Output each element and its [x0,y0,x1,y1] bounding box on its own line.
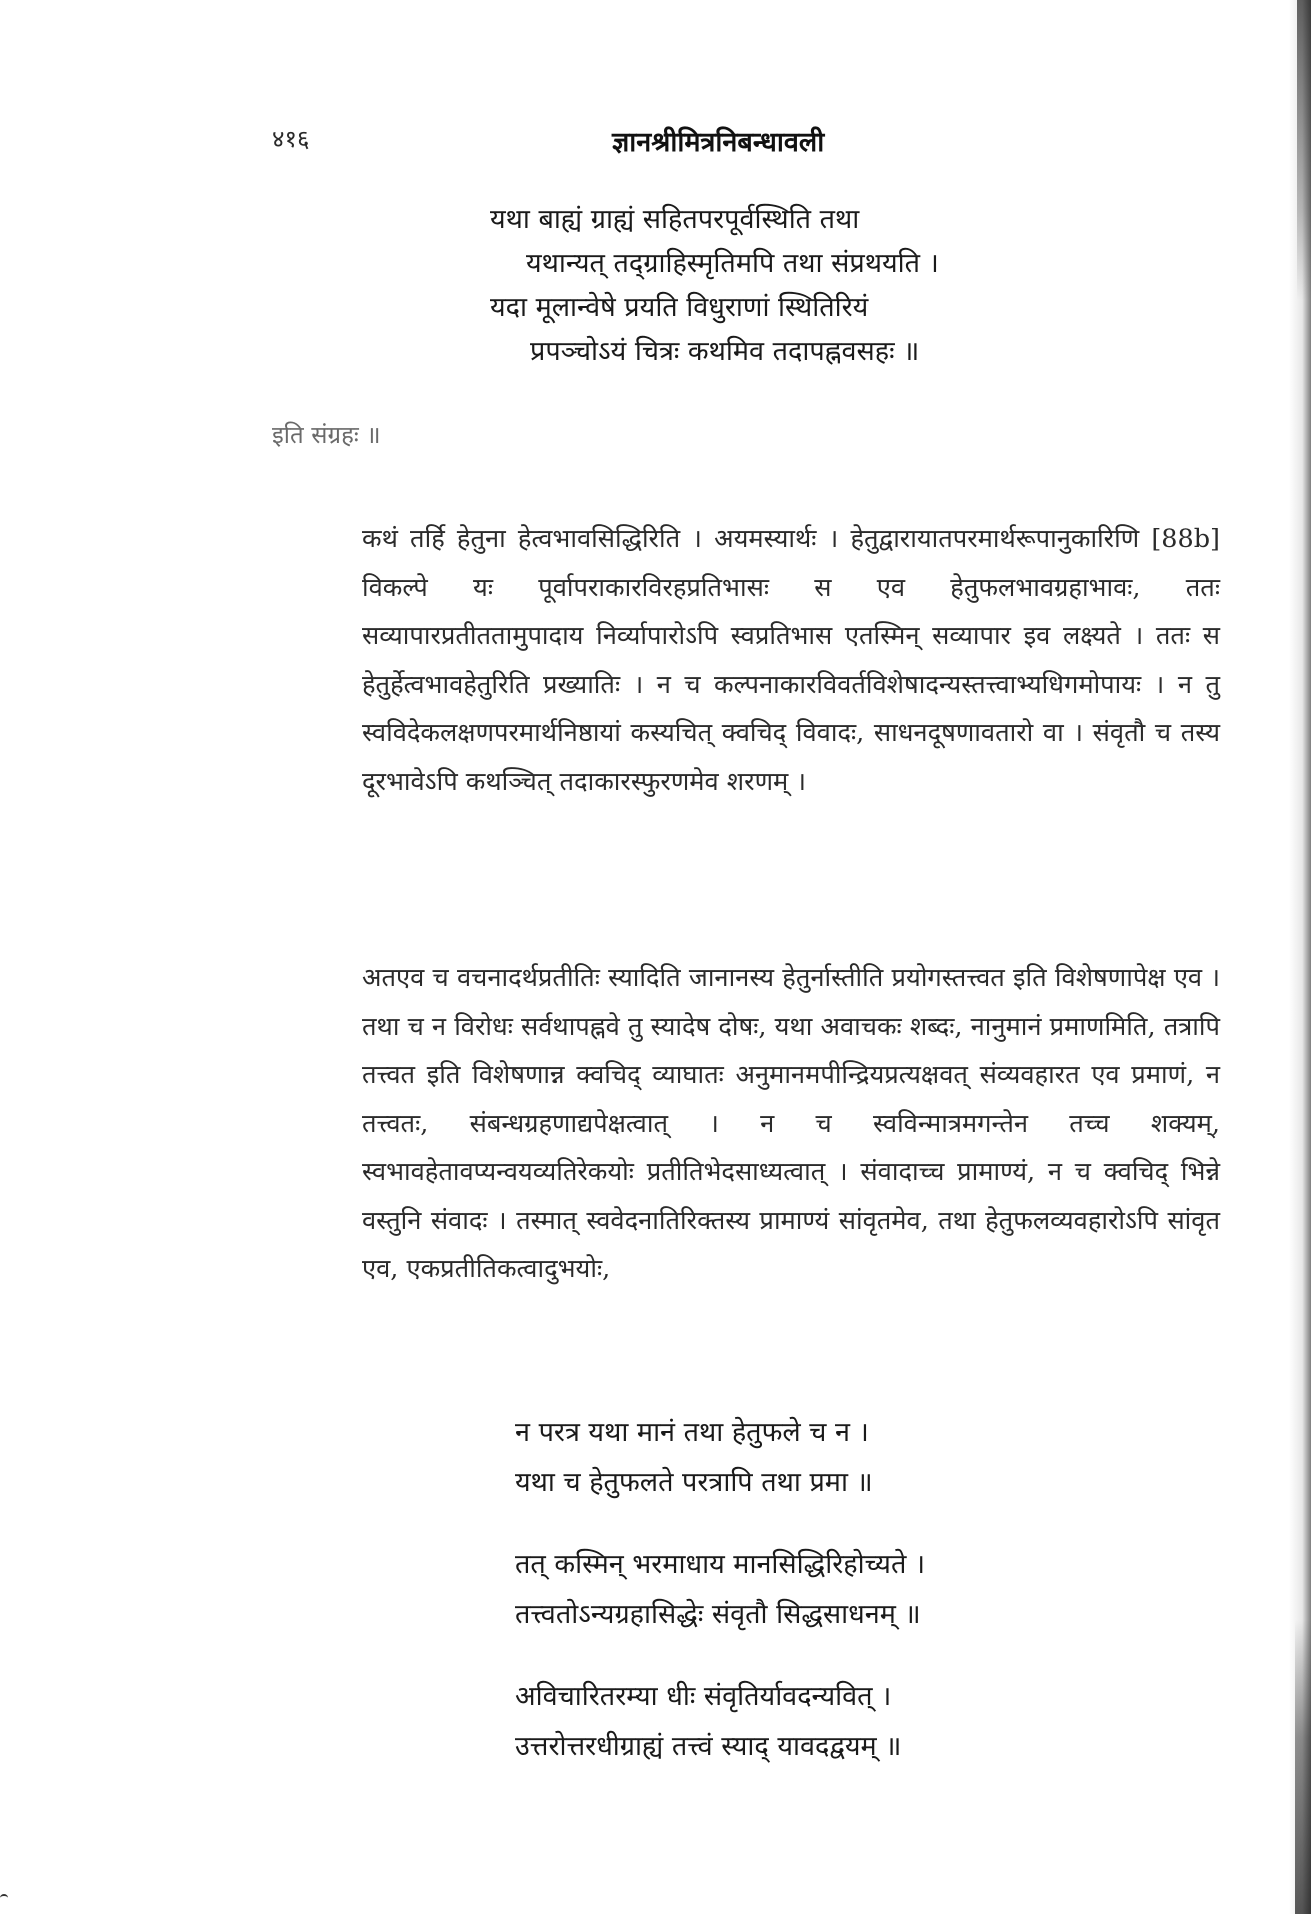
paragraph-1 [272,515,1220,806]
verse-line: प्रपञ्चोऽयं चित्रः कथमिव तदापह्नवसहः ॥ [530,336,920,367]
verse-line: तत्त्वतोऽन्यग्रहासिद्धेः संवृतौ सिद्धसाधनम् ॥ [515,1599,921,1630]
verse-block-3 [515,1672,1035,1772]
running-title: ज्ञानश्रीमित्रनिबन्धावली [612,127,825,158]
page-number: ४१६ [272,125,310,153]
verse-line: यथा च हेतुफलते परत्रापि तथा प्रमा ॥ [515,1467,873,1498]
page-header [272,122,1232,162]
verse-line: यथान्यत् तद्ग्राहिस्मृतिमपि तथा संप्रथयति । [526,248,939,279]
page-edge-shadow-top [1297,0,1311,300]
paragraph-text: अतएव च वचनादर्थप्रतीतिः स्यादिति जानानस्य हेतुर्नास्तीति प्रयोगस्तत्त्वत इति विशेषणापेक्ष एव । तथा च न विरोधः सर्वथापह्नवे तु स्यादेष दोषः, यथा अवाचकः शब्दः, नानुमानं प्रमाणमिति, तत्रापि तत्त्वत इति विशेषणान्न क्वचिद् व्याघातः अनुमानमपीन्द्रियप्रत्यक्षवत् संव्यवहारत एव प्रमाणं, न तत्त्वतः, संबन्धग्रहणाद्यपेक्षत्वात् । न च स्वविन्मात्रमगन्तेन तच्च शक्यम्, स्वभावहेतावप्यन्वयव्यतिरेकयोः प्रतीतिभेदसाध्यत्वात् । संवादाच्च प्रामाण्यं, न च क्वचिद् भिन्ने वस्तुनि संवादः । तस्मात् स्ववेदनातिरिक्तस्य प्रामाण्यं सांवृतमेव, तथा हेतुफलव्यवहारोऽपि सांवृत एव, एकप्रतीतिकत्वादुभयोः, [362,963,1220,1284]
page-edge-shadow-bottom [1295,1620,1311,1914]
verse-block-1 [515,1408,1035,1508]
verse-line: उत्तरोत्तरधीग्राह्यं तत्त्वं स्याद् यावदद्वयम् ॥ [515,1731,902,1762]
verse-block-2 [515,1540,1035,1640]
verse-block-top [490,198,1050,374]
paragraph-text: कथं तर्हि हेतुना हेत्वभावसिद्धिरिति । अयमस्यार्थः । हेतुद्वारायातपरमार्थरूपानुकारिणि [88b] विकल्पे यः पूर्वापराकारविरहप्रतिभासः स एव हेतुफलभावग्रहाभावः, ततः सव्यापारप्रतीततामुपादाय निर्व्यापारोऽपि स्वप्रतिभास एतस्मिन् सव्यापार इव लक्ष्यते । ततः स हेतुर्हेत्वभावहेतुरिति प्रख्यातिः । न च कल्पनाकारविवर्तविशेषादन्यस्तत्त्वाभ्यधिगमोपायः । न तु स्वविदेकलक्षणपरमार्थनिष्ठायां कस्यचित् क्वचिद् विवादः, साधनदूषणावतारो वा । संवृतौ च तस्य दूरभावेऽपि कथञ्चित् तदाकारस्फुरणमेव शरणम् । [362,524,1220,797]
verse-line: यथा बाह्यं ग्राह्यं सहितपरपूर्वस्थिति तथा [490,204,860,235]
verse-line: न परत्र यथा मानं तथा हेतुफले च न । [515,1417,869,1448]
verse-line: यदा मूलान्वेषे प्रयति विधुराणां स्थितिरियं [490,292,869,323]
verse-line: अविचारितरम्या धीः संवृतिर्यावदन्यवित् । [515,1681,892,1712]
iti-sangraha-line: इति संग्रहः ॥ [272,421,381,449]
paragraph-2 [272,954,1220,1294]
scan-mark [0,1894,8,1902]
verse-line: तत् कस्मिन् भरमाधाय मानसिद्धिरिहोच्यते । [515,1549,926,1580]
